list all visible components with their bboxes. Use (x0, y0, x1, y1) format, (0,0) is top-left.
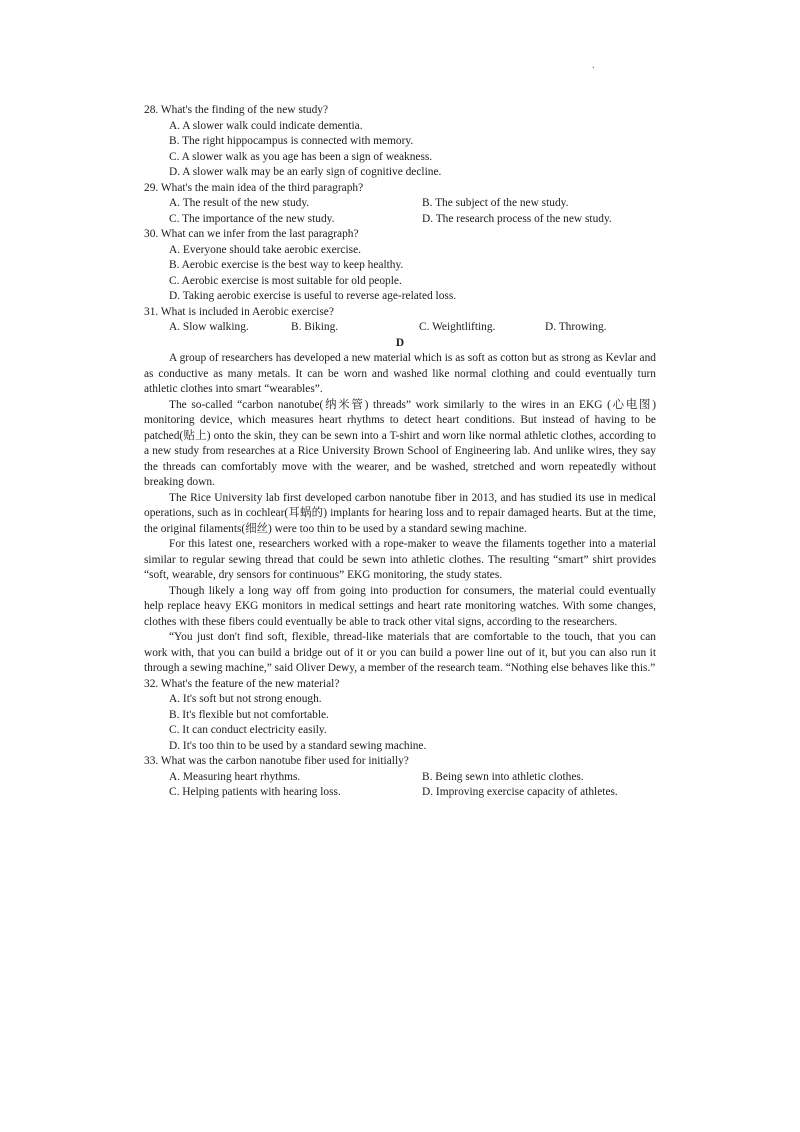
option-c: C. Aerobic exercise is most suitable for old people. (169, 274, 402, 287)
option-d: D. Throwing. (545, 321, 607, 333)
option-c: C. The importance of the new study. (169, 212, 335, 225)
option-d: D. The research process of the new study. (422, 212, 612, 225)
option-d: D. Improving exercise capacity of athletes. (422, 786, 618, 798)
question-text: 33. What was the carbon nanotube fiber used for initially? (144, 755, 409, 767)
option-b: B. It's flexible but not comfortable. (169, 708, 329, 721)
section-heading: D (395, 336, 405, 349)
paragraph: Though likely a long way off from going into production for consumers, the material could eventually help replace heavy EKG monitors in medical settings and heart rate monitoring watches. With some changes, clothes with these fibers could eventually be able to track other vital signs, according to the researchers. (144, 584, 656, 628)
options-row (169, 196, 656, 212)
question-text: 29. What's the main idea of the third paragraph? (144, 181, 364, 194)
paragraph: “You just don't find soft, flexible, thread-like materials that are comfortable to the touch, that you can work with, that you can build a bridge out of it or you can build a power line out of it, but you can also run it through a sewing machine,” said Oliver Dewy, a member of the research team. “Nothing else behaves like this.” (144, 631, 656, 674)
option-b: B. Biking. (291, 321, 339, 333)
question-32 (144, 677, 656, 755)
option-d: D. It's too thin to be used by a standard sewing machine. (169, 739, 427, 752)
question-text: 30. What can we infer from the last paragraph? (144, 228, 359, 240)
option-b: B. The right hippocampus is connected with memory. (169, 135, 414, 147)
question-31 (144, 305, 656, 336)
option-a: A. The result of the new study. (169, 197, 310, 209)
option-d: D. Taking aerobic exercise is useful to reverse age-related loss. (169, 290, 457, 302)
question-28 (144, 103, 656, 181)
paragraph: A group of researchers has developed a new material which is as soft as cotton but as strong as Kevlar and as conductive as many metals. It can be worn and washed like normal clothing and could eventually turn athletic clothes into smart “wearables”. (144, 352, 656, 395)
option-d: D. A slower walk may be an early sign of cognitive decline. (169, 166, 442, 178)
question-33 (144, 754, 656, 801)
paragraph: The Rice University lab first developed carbon nanotube fiber in 2013, and has studied its use in medical operations, such as in cochlear(耳蜗的) implants for hearing loss and to repair damaged hearts. But at the time, the original filaments(细丝) were too thin to be used by a standard sewing machine. (144, 491, 656, 535)
question-29 (144, 181, 656, 228)
corner-mark: . (592, 60, 595, 71)
option-c: C. Weightlifting. (419, 321, 496, 333)
question-text: 32. What's the feature of the new material? (144, 677, 340, 690)
option-a: A. Everyone should take aerobic exercise. (169, 243, 361, 256)
option-a: A. Measuring heart rhythms. (169, 770, 301, 783)
paragraph: The so-called “carbon nanotube(纳米管) threads” work similarly to the wires in an EKG (心电图) monitoring device, which measures heart rhythms to detect heart conditions. But instead of having to be patched(贴上) onto the skin, they can be sewn into a T-shirt and worn like normal athletic clothes, according to a new study from researches at a Rice University Brown School of Engineering lab. And unlike wires, they say the threads can comfortably move with the wearer, and be washed, stretched and worn repeatedly without breaking down. (144, 398, 656, 488)
option-a: A. A slower walk could indicate dementia. (169, 119, 363, 132)
option-b: B. Aerobic exercise is the best way to keep healthy. (169, 259, 404, 271)
question-text: 31. What is included in Aerobic exercise? (144, 305, 334, 318)
options-row (169, 212, 656, 228)
option-a: A. It's soft but not strong enough. (169, 693, 322, 705)
question-30 (144, 227, 656, 305)
option-c: C. It can conduct electricity easily. (169, 724, 327, 736)
option-b: B. The subject of the new study. (422, 197, 569, 209)
paragraph: For this latest one, researchers worked with a rope-maker to weave the filaments together into a material similar to regular sewing thread that could be sewn into athletic clothes. The resulting “smart” shirt provides “soft, wearable, dry sensors for continuous” EKG monitoring, the study states. (144, 538, 656, 581)
passage (144, 351, 656, 677)
option-b: B. Being sewn into athletic clothes. (422, 770, 584, 783)
option-c: C. Helping patients with hearing loss. (169, 786, 341, 798)
page-content (144, 103, 656, 801)
options-row (169, 770, 656, 786)
option-a: A. Slow walking. (169, 321, 249, 333)
options-row (169, 320, 656, 336)
options-row (169, 785, 656, 801)
option-c: C. A slower walk as you age has been a sign of weakness. (169, 150, 433, 163)
question-text: 28. What's the finding of the new study? (144, 104, 329, 116)
